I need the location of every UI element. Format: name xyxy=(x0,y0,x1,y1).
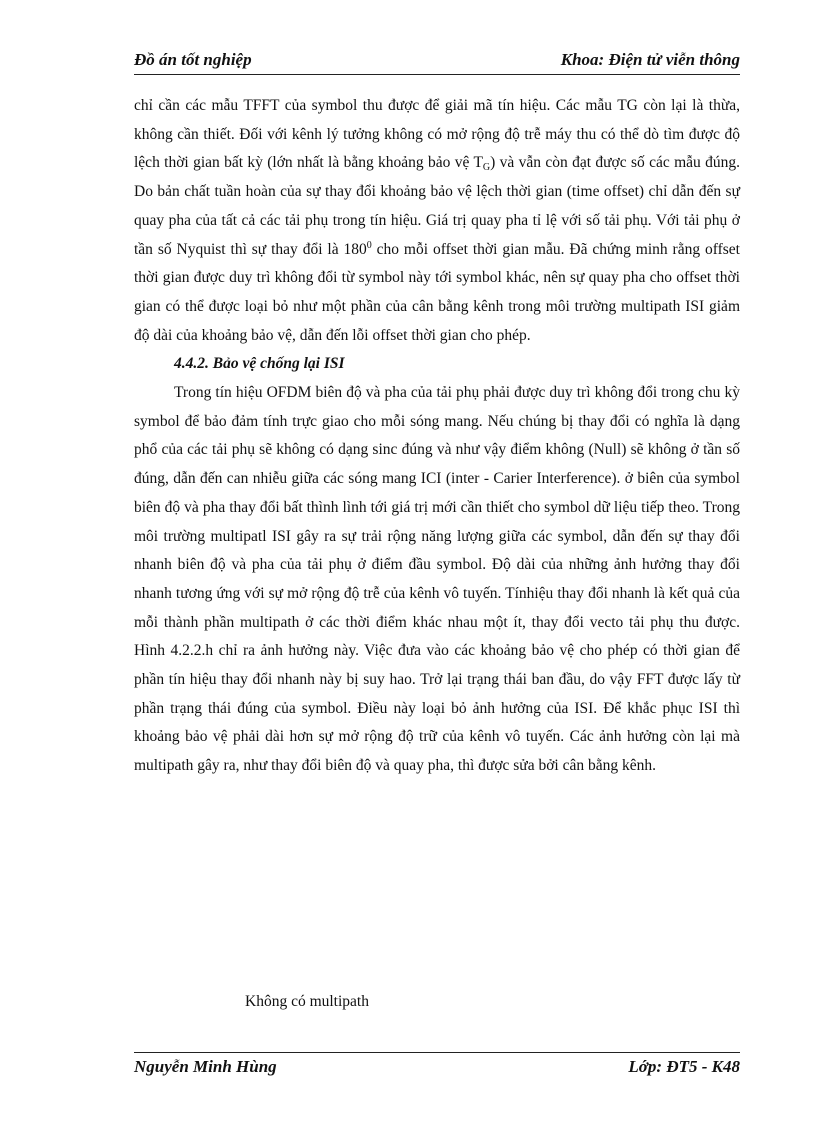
page-header xyxy=(134,50,740,75)
footer-author: Nguyễn Minh Hùng xyxy=(134,1057,277,1076)
header-department: Khoa: Điện tử viễn thông xyxy=(560,50,740,69)
paragraph-continuation xyxy=(134,92,740,350)
body-text xyxy=(134,92,740,781)
superscript-degree: 0 xyxy=(366,239,372,251)
paragraph-text: ) và vẫn còn đạt được số các mẫu đúng. Do bản chất tuần hoàn của sự thay đổi khoảng bảo vệ lệch thời gian (time offset) chỉ dẫn đến sự quay pha của tất cả các tải phụ trong tín hiệu. Giá trị quay pha tỉ lệ với số tải phụ. Với tải phụ ở tần số Nyquist thì sự thay đổi là 180 xyxy=(134,154,740,258)
footer-class: Lớp: ĐT5 - K48 xyxy=(628,1057,740,1076)
page-footer xyxy=(134,1052,740,1081)
figure-caption: Không có multipath xyxy=(245,993,369,1010)
paragraph-text: chỉ cần các mẫu TFFT của symbol thu được để giải mã tín hiệu. Các mẫu TG còn lại là thừa, không cần thiết. Đối với kênh lý tưởng không có mở rộng độ trễ máy thu có thể dò tìm được độ lệch thời gian bất kỳ (lớn nhất là bằng khoảng bảo vệ T xyxy=(134,97,740,172)
subscript-g: G xyxy=(482,162,491,174)
paragraph-text: cho mỗi offset thời gian mẫu. Đã chứng minh rằng offset thời gian được duy trì không đổi từ symbol này tới symbol khác, nên sự quay pha cho offset thời gian có thể được loại bỏ như một phần của cân bằng kênh trong môi trường multipath ISI giảm độ dài của khoảng bảo vệ, dẫn đến lỗi offset thời gian cho phép. xyxy=(134,240,740,344)
header-title: Đồ án tốt nghiệp xyxy=(134,50,252,69)
section-heading: 4.4.2. Bảo vệ chống lại ISI xyxy=(174,355,345,373)
paragraph-isi: Trong tín hiệu OFDM biên độ và pha của tải phụ phải được duy trì không đổi trong chu kỳ symbol để bảo đảm tính trực giao cho mỗi sóng mang. Nếu chúng bị thay đổi có nghĩa là dạng phổ của các tải phụ sẽ không có dạng sinc đúng và như vậy điểm không (Null) sẽ không ở tần số đúng, dẫn đến can nhiễu giữa các sóng mang ICI (inter - Carier Interference). ở biên của symbol biên độ và pha thay đổi bất thình lình tới giá trị mới cần thiết cho symbol dữ liệu tiếp theo. Trong môi trường multipatl ISI gây ra sự trải rộng năng lượng giữa các symbol, dẫn đến sự thay đổi nhanh biên độ và pha của tải phụ ở điểm đầu symbol. Độ dài của những ảnh hưởng thay đổi nhanh tương ứng với sự mở rộng độ trễ của kênh vô tuyến. Tínhiệu thay đổi nhanh là kết quả của mỗi thành phần multipath ở các thời điểm khác nhau một ít, thay đổi vecto tải phụ thu được. Hình 4.2.2.h chỉ ra ảnh hưởng này. Việc đưa vào các khoảng bảo vệ cho phép có thời gian để phần tín hiệu thay đổi nhanh này bị suy hao. Trở lại trạng thái ban đầu, do vậy FFT được lấy từ phần trạng thái đúng của symbol. Điều này loại bỏ ảnh hưởng của ISI. Để khắc phục ISI thì khoảng bảo vệ phải dài hơn sự mở rộng độ trữ của kênh vô tuyến. Các ảnh hưởng còn lại mà multipath gây ra, như thay đổi biên độ và quay pha, thì được sửa bởi cân bằng kênh. xyxy=(134,384,740,775)
